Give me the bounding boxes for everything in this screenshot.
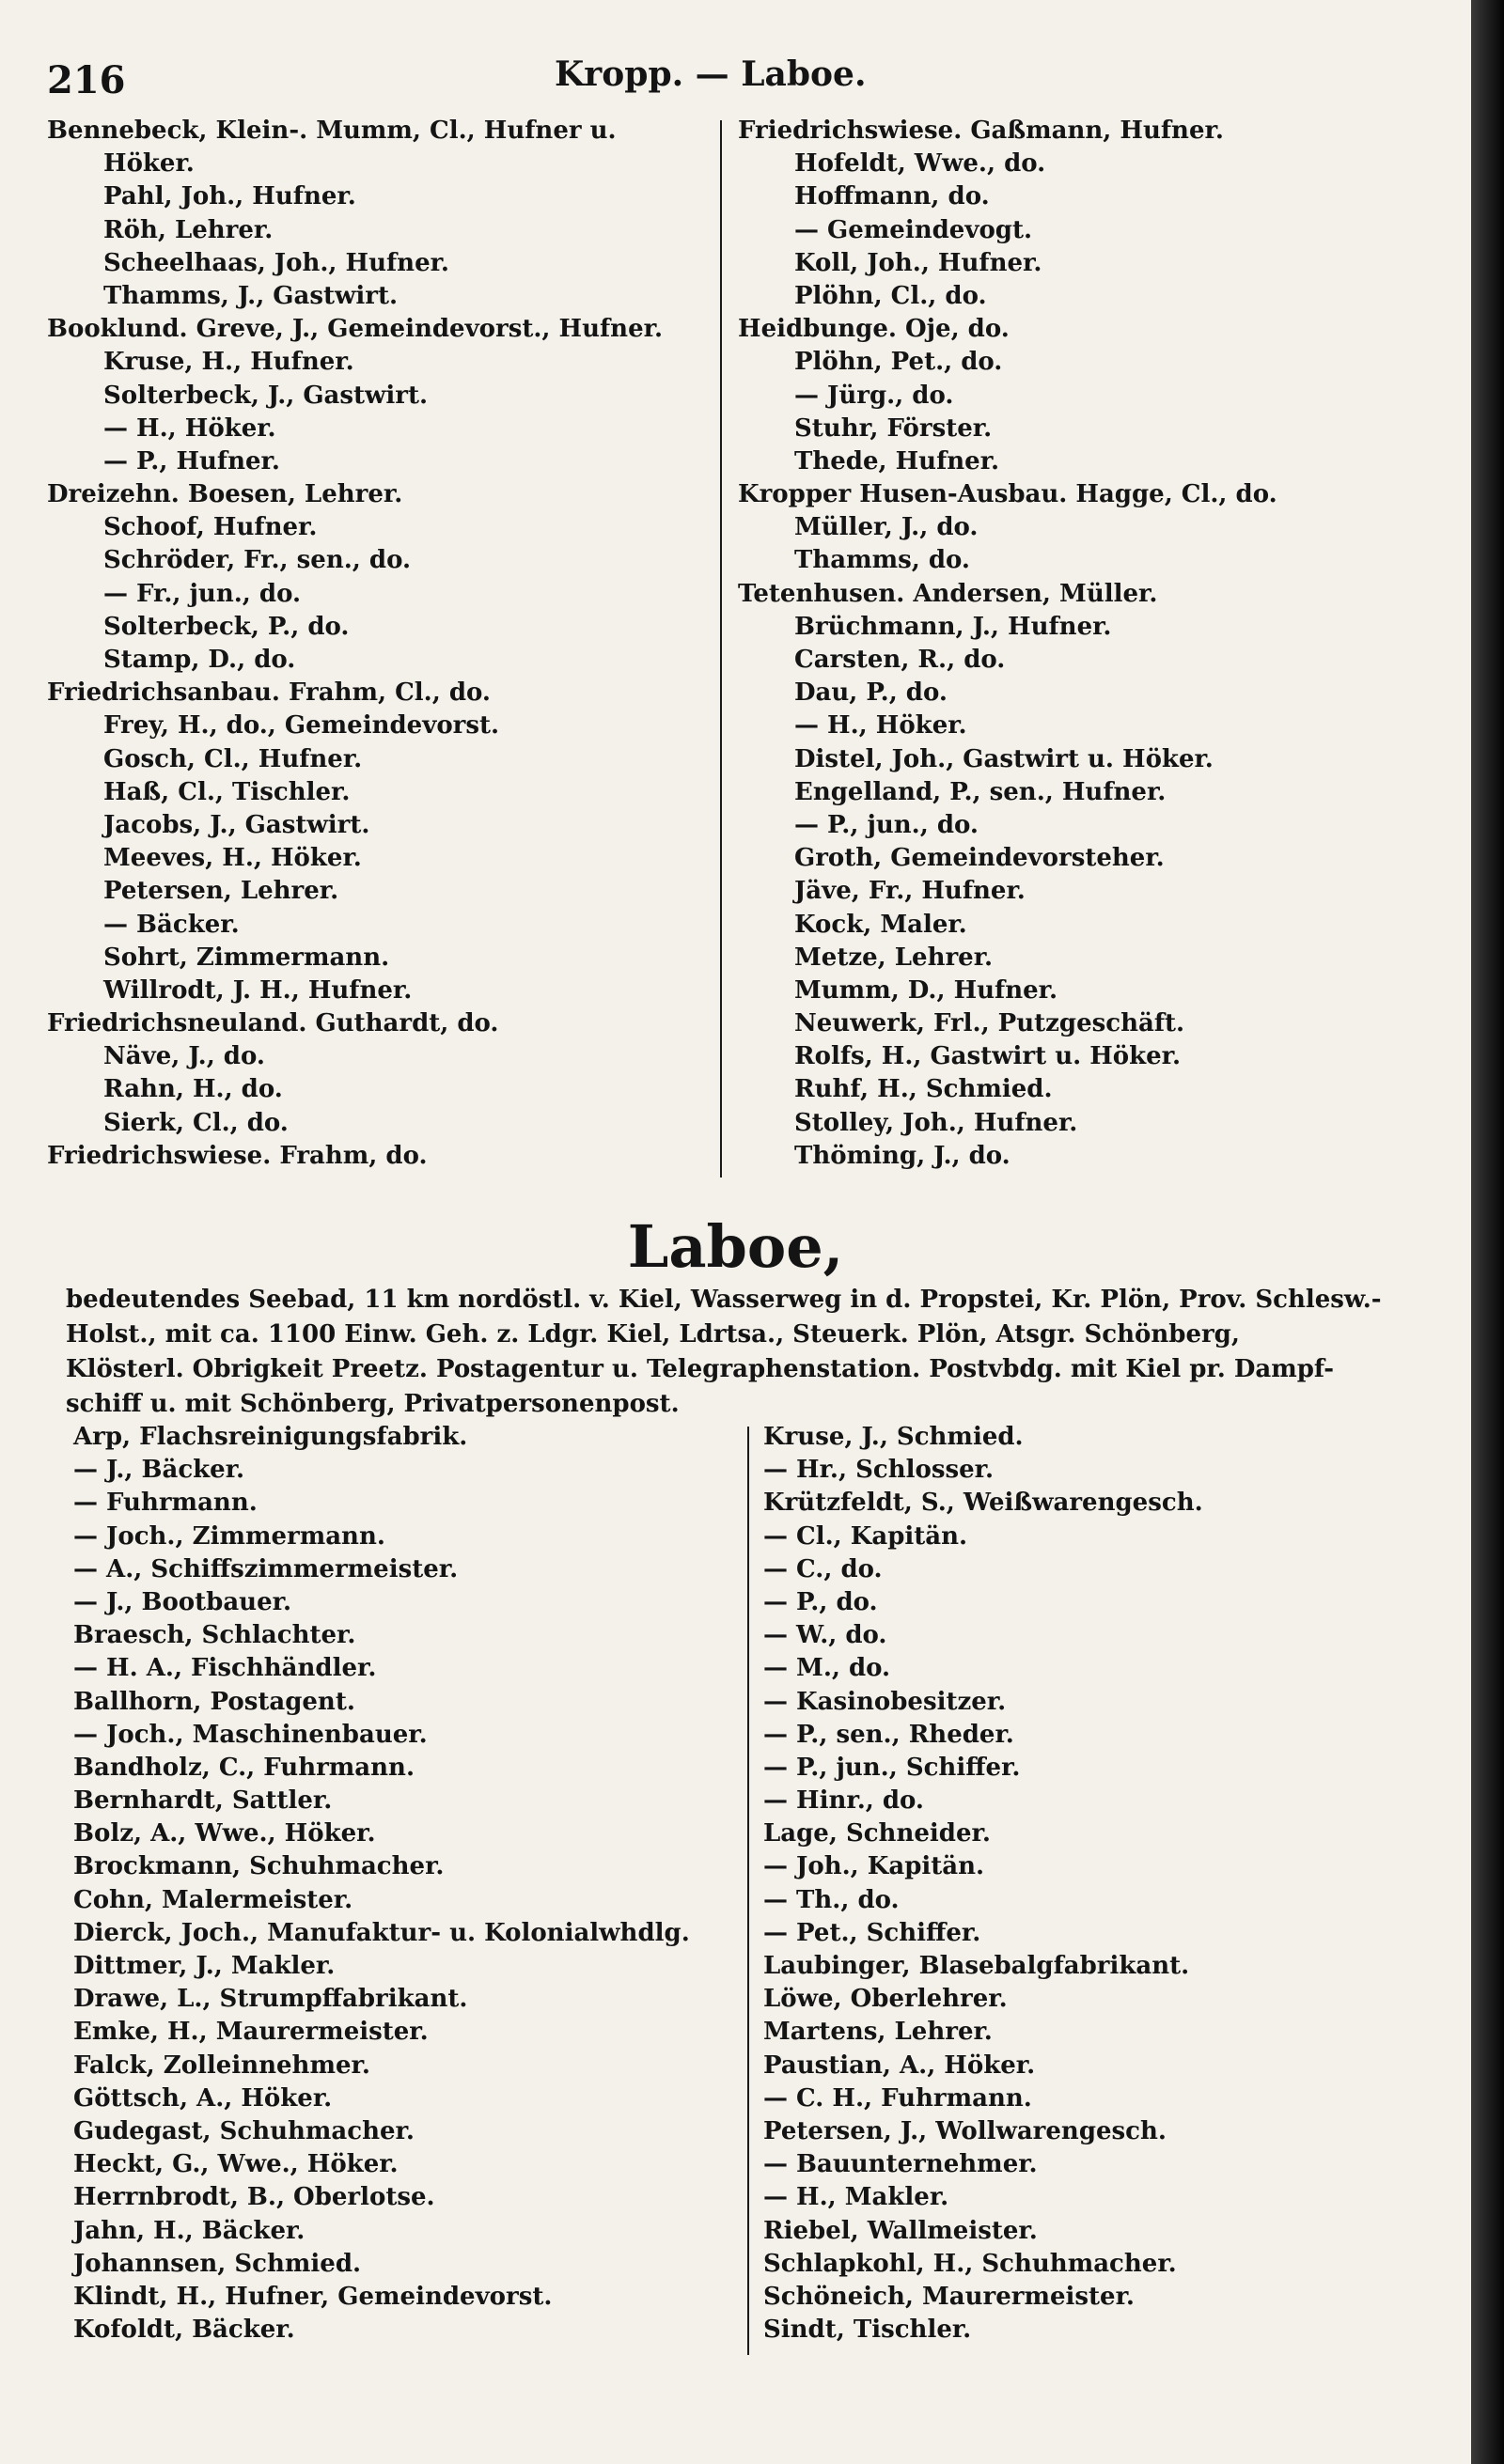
- directory-entry: Klindt, H., Hufner, Gemeindevorst.: [73, 2282, 553, 2311]
- intro-line: schiff u. mit Schönberg, Privatpersonenpost.: [66, 1390, 680, 1418]
- directory-entry: — Bauunternehmer.: [763, 2150, 1038, 2179]
- kropp-right-column: [738, 115, 1277, 1173]
- directory-entry: Hofeldt, Wwe., do.: [794, 149, 1046, 179]
- directory-entry: Jacobs, J., Gastwirt.: [103, 810, 370, 839]
- directory-entry: — Joch., Maschinenbauer.: [73, 1720, 428, 1749]
- directory-entry: Groth, Gemeindevorsteher.: [794, 844, 1165, 873]
- directory-entry: Rahn, H., do.: [103, 1075, 283, 1104]
- directory-entry: Schröder, Fr., sen., do.: [103, 546, 412, 575]
- directory-entry: Stuhr, Förster.: [794, 413, 993, 443]
- directory-entry: Willrodt, J. H., Hufner.: [103, 975, 413, 1005]
- directory-entry: Jahn, H., Bäcker.: [73, 2216, 306, 2245]
- directory-entry: Kropper Husen-Ausbau. Hagge, Cl., do.: [738, 480, 1277, 509]
- directory-entry: Sierk, Cl., do.: [103, 1108, 289, 1137]
- directory-entry: — Hinr., do.: [763, 1786, 924, 1816]
- directory-entry: Plöhn, Pet., do.: [794, 348, 1003, 377]
- directory-entry: — Bäcker.: [103, 910, 240, 939]
- directory-entry: Heidbunge. Oje, do.: [738, 315, 1010, 344]
- page-edge: [1471, 0, 1504, 2464]
- directory-entry: — C. H., Fuhrmann.: [763, 2083, 1032, 2113]
- directory-entry: Engelland, P., sen., Hufner.: [794, 777, 1167, 806]
- directory-entry: Bennebeck, Klein-. Mumm, Cl., Hufner u.: [47, 117, 617, 145]
- directory-entry: Friedrichsanbau. Frahm, Cl., do.: [47, 678, 491, 708]
- directory-entry: Krützfeldt, S., Weißwarengesch.: [763, 1489, 1203, 1518]
- directory-entry: — A., Schiffszimmermeister.: [73, 1554, 459, 1583]
- directory-entry: Röh, Lehrer.: [103, 215, 274, 244]
- directory-entry: Müller, J., do.: [794, 513, 979, 542]
- directory-entry: Höker.: [103, 149, 195, 179]
- directory-entry: Laubinger, Blasebalgfabrikant.: [763, 1952, 1190, 1980]
- directory-entry: — H. A., Fischhändler.: [73, 1654, 377, 1683]
- directory-entry: Brockmann, Schuhmacher.: [73, 1852, 445, 1881]
- directory-entry: Ruhf, H., Schmied.: [794, 1075, 1053, 1104]
- directory-entry: Bandholz, C., Fuhrmann.: [73, 1753, 415, 1782]
- directory-entry: Schöneich, Maurermeister.: [763, 2282, 1135, 2311]
- directory-entry: — Hr., Schlosser.: [763, 1456, 994, 1485]
- column-divider: [720, 120, 722, 1177]
- directory-entry: Dierck, Joch., Manufaktur- u. Kolonialwhdlg.: [73, 1918, 690, 1947]
- directory-entry: Metze, Lehrer.: [794, 943, 994, 972]
- directory-entry: Friedrichswiese. Gaßmann, Hufner.: [738, 117, 1224, 145]
- directory-entry: Thede, Hufner.: [794, 446, 1000, 476]
- directory-entry: Jäve, Fr., Hufner.: [794, 877, 1026, 906]
- directory-entry: Petersen, J., Wollwarengesch.: [763, 2116, 1167, 2145]
- directory-entry: Frey, H., do., Gemeindevorst.: [103, 711, 500, 741]
- directory-entry: — Cl., Kapitän.: [763, 1521, 968, 1551]
- directory-entry: Friedrichswiese. Frahm, do.: [47, 1141, 428, 1170]
- directory-entry: Meeves, H., Höker.: [103, 844, 362, 873]
- directory-entry: — Th., do.: [763, 1885, 900, 1914]
- directory-entry: — P., Hufner.: [103, 446, 280, 476]
- directory-entry: Braesch, Schlachter.: [73, 1621, 356, 1650]
- directory-entry: Stamp, D., do.: [103, 646, 296, 674]
- directory-entry: — M., do.: [763, 1654, 891, 1683]
- directory-entry: Thamms, J., Gastwirt.: [103, 281, 399, 310]
- directory-entry: Cohn, Malermeister.: [73, 1885, 353, 1914]
- directory-entry: — Fuhrmann.: [73, 1489, 258, 1518]
- directory-entry: — P., do.: [763, 1587, 878, 1616]
- directory-entry: Ballhorn, Postagent.: [73, 1687, 355, 1716]
- intro-line: Klösterl. Obrigkeit Preetz. Postagentur u. Telegraphenstation. Postvbdg. mit Kiel pr. Dampf-: [66, 1355, 1334, 1383]
- directory-entry: Lage, Schneider.: [763, 1819, 991, 1848]
- directory-entry: — Joh., Kapitän.: [763, 1852, 985, 1881]
- directory-entry: — J., Bootbauer.: [73, 1587, 291, 1616]
- directory-entry: Solterbeck, J., Gastwirt.: [103, 381, 429, 410]
- directory-entry: Thamms, do.: [794, 546, 970, 575]
- laboe-right-column: [763, 1421, 1203, 2347]
- directory-entry: — P., jun., Schiffer.: [763, 1753, 1021, 1782]
- directory-entry: — P., jun., do.: [794, 810, 979, 839]
- directory-entry: — H., Makler.: [763, 2183, 949, 2212]
- running-title: Kropp. — Laboe.: [555, 55, 867, 94]
- directory-entry: Göttsch, A., Höker.: [73, 2083, 333, 2113]
- directory-entry: Löwe, Oberlehrer.: [763, 1985, 1008, 2014]
- directory-entry: — P., sen., Rheder.: [763, 1720, 1014, 1749]
- column-divider: [747, 1427, 749, 2355]
- directory-entry: Thöming, J., do.: [794, 1141, 1010, 1170]
- directory-entry: Martens, Lehrer.: [763, 2018, 993, 2047]
- directory-entry: Drawe, L., Strumpffabrikant.: [73, 1985, 468, 2014]
- directory-entry: Plöhn, Cl., do.: [794, 281, 987, 310]
- directory-entry: Emke, H., Maurermeister.: [73, 2018, 429, 2047]
- section-title-laboe: Laboe,: [627, 1212, 844, 1281]
- directory-entry: — H., Höker.: [794, 711, 967, 741]
- directory-entry: Bernhardt, Sattler.: [73, 1786, 333, 1816]
- directory-entry: Pahl, Joh., Hufner.: [103, 182, 356, 211]
- directory-entry: Solterbeck, P., do.: [103, 612, 350, 641]
- laboe-left-column: [73, 1421, 690, 2347]
- directory-entry: Scheelhaas, Joh., Hufner.: [103, 248, 449, 277]
- directory-entry: Gudegast, Schuhmacher.: [73, 2116, 415, 2145]
- kropp-left-column: [47, 115, 663, 1173]
- directory-entry: Neuwerk, Frl., Putzgeschäft.: [794, 1009, 1185, 1038]
- directory-entry: Paustian, A., Höker.: [763, 2051, 1036, 2080]
- directory-entry: — Fr., jun., do.: [103, 579, 302, 608]
- directory-entry: Dittmer, J., Makler.: [73, 1952, 336, 1980]
- directory-entry: Friedrichsneuland. Guthardt, do.: [47, 1009, 499, 1038]
- directory-entry: Brüchmann, J., Hufner.: [794, 612, 1112, 641]
- directory-entry: Carsten, R., do.: [794, 646, 1006, 674]
- directory-entry: Sindt, Tischler.: [763, 2316, 972, 2345]
- directory-entry: Petersen, Lehrer.: [103, 877, 339, 906]
- directory-entry: Kruse, J., Schmied.: [763, 1423, 1024, 1451]
- directory-entry: Herrnbrodt, B., Oberlotse.: [73, 2183, 435, 2212]
- directory-entry: Booklund. Greve, J., Gemeindevorst., Hufner.: [47, 315, 663, 344]
- directory-entry: Sohrt, Zimmermann.: [103, 943, 390, 972]
- directory-entry: Schlapkohl, H., Schuhmacher.: [763, 2249, 1177, 2278]
- laboe-intro: [66, 1283, 1419, 1422]
- directory-entry: Näve, J., do.: [103, 1042, 265, 1071]
- directory-entry: Tetenhusen. Andersen, Müller.: [738, 579, 1158, 608]
- directory-entry: Schoof, Hufner.: [103, 513, 318, 542]
- directory-entry: — Jürg., do.: [794, 381, 954, 410]
- directory-entry: Gosch, Cl., Hufner.: [103, 744, 363, 773]
- page-number: 216: [47, 58, 126, 102]
- directory-entry: Falck, Zolleinnehmer.: [73, 2051, 370, 2080]
- directory-entry: Dau, P., do.: [794, 678, 948, 708]
- directory-entry: Koll, Joh., Hufner.: [794, 248, 1042, 277]
- directory-entry: Riebel, Wallmeister.: [763, 2216, 1038, 2245]
- directory-entry: Kofoldt, Bäcker.: [73, 2316, 295, 2345]
- directory-entry: — Gemeindevogt.: [794, 215, 1033, 244]
- directory-entry: Hoffmann, do.: [794, 182, 990, 211]
- directory-entry: Kruse, H., Hufner.: [103, 348, 354, 377]
- directory-entry: Kock, Maler.: [794, 910, 967, 939]
- directory-entry: Mumm, D., Hufner.: [794, 975, 1058, 1005]
- directory-entry: Rolfs, H., Gastwirt u. Höker.: [794, 1042, 1182, 1071]
- directory-entry: — H., Höker.: [103, 413, 276, 443]
- directory-entry: Dreizehn. Boesen, Lehrer.: [47, 480, 403, 509]
- directory-entry: — Pet., Schiffer.: [763, 1918, 981, 1947]
- directory-entry: Distel, Joh., Gastwirt u. Höker.: [794, 744, 1214, 773]
- directory-entry: Bolz, A., Wwe., Höker.: [73, 1819, 376, 1848]
- directory-entry: Heckt, G., Wwe., Höker.: [73, 2150, 399, 2179]
- intro-line: bedeutendes Seebad, 11 km nordöstl. v. Kiel, Wasserweg in d. Propstei, Kr. Plön, Prov. Schlesw.-: [66, 1286, 1382, 1314]
- directory-entry: — Joch., Zimmermann.: [73, 1521, 385, 1551]
- directory-entry: Haß, Cl., Tischler.: [103, 777, 351, 806]
- directory-entry: — Kasinobesitzer.: [763, 1687, 1007, 1716]
- intro-line: Holst., mit ca. 1100 Einw. Geh. z. Ldgr. Kiel, Ldrtsa., Steuerk. Plön, Atsgr. Schönberg,: [66, 1320, 1240, 1349]
- directory-entry: — W., do.: [763, 1621, 887, 1650]
- directory-entry: Stolley, Joh., Hufner.: [794, 1108, 1078, 1137]
- directory-entry: — J., Bäcker.: [73, 1456, 245, 1485]
- directory-entry: Johannsen, Schmied.: [73, 2249, 362, 2278]
- directory-entry: — C., do.: [763, 1554, 883, 1583]
- directory-entry: Arp, Flachsreinigungsfabrik.: [73, 1423, 468, 1451]
